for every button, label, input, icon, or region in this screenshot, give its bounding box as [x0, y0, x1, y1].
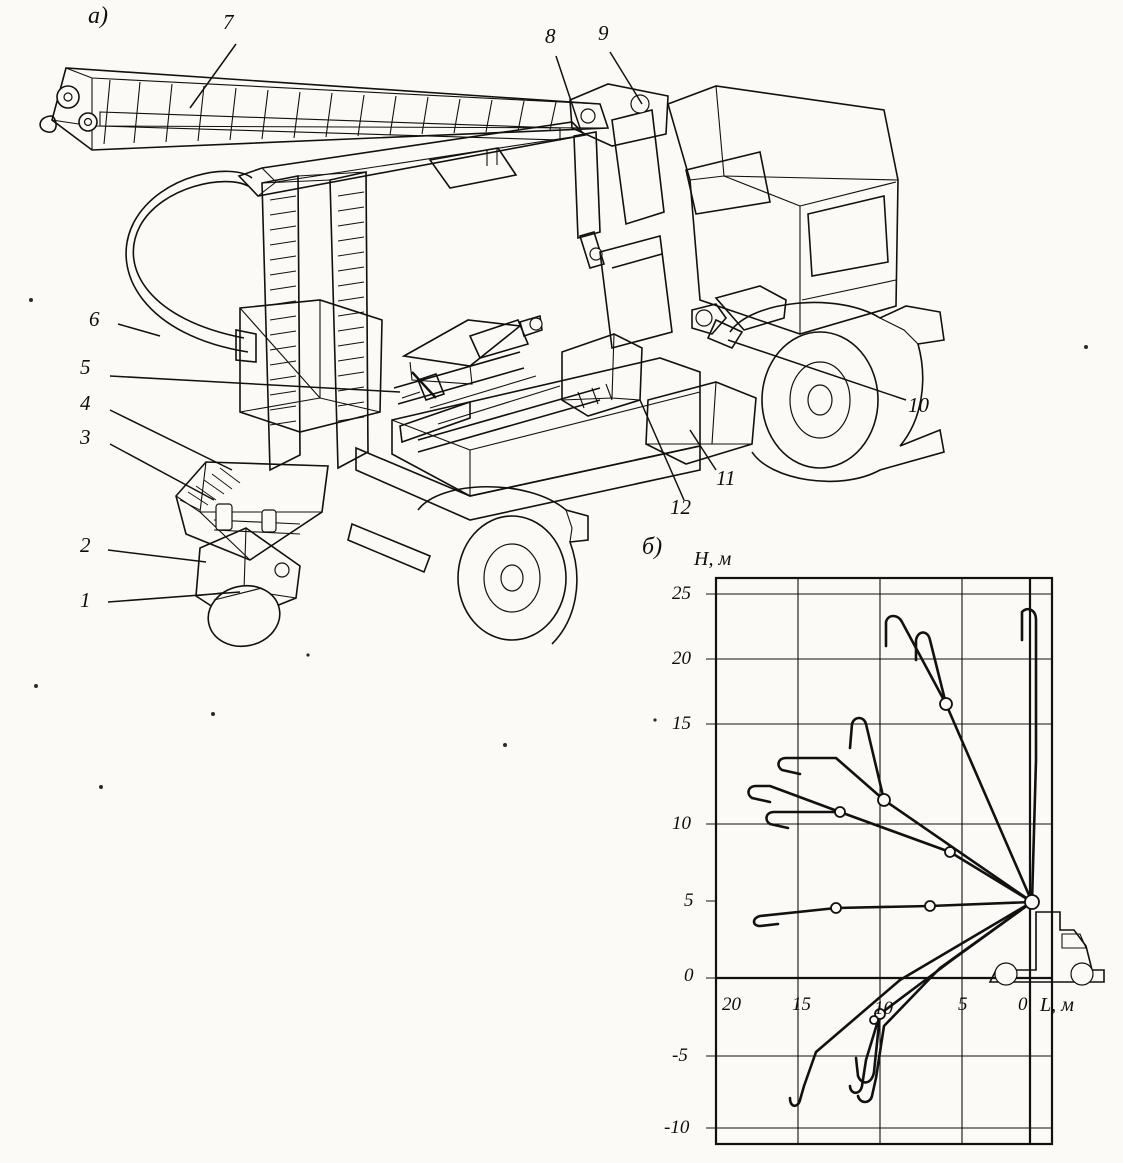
chart-xtick-0: 0	[1018, 994, 1028, 1015]
callout-1: 1	[80, 588, 91, 612]
chart-xlabel: L, м	[1040, 994, 1074, 1016]
chart-ytick-15: 15	[672, 713, 691, 734]
callout-10: 10	[908, 393, 929, 417]
chart-axis-ticks	[706, 594, 716, 1128]
callout-3: 3	[80, 425, 91, 449]
front-wheel	[203, 579, 286, 653]
chart-xtick-5: 5	[958, 994, 968, 1015]
rear-wheel	[730, 302, 944, 481]
cab-window-front	[808, 196, 888, 276]
work-basket	[176, 462, 328, 560]
callout-9: 9	[598, 21, 609, 45]
middle-wheel	[348, 487, 588, 644]
chart-ytick-m5: -5	[672, 1045, 688, 1066]
lower-boom	[239, 122, 585, 196]
cab-window-side	[686, 152, 770, 214]
chart-ytick-10: 10	[672, 813, 691, 834]
callout-4: 4	[80, 391, 91, 415]
chart-ytick-25: 25	[672, 583, 691, 604]
chassis-equipment	[562, 304, 756, 464]
boom-envelope-curves	[749, 609, 1036, 1106]
truck-cab	[668, 86, 898, 334]
chart-ytick-m10: -10	[664, 1117, 690, 1138]
callout-12: 12	[670, 495, 691, 519]
chart-gridlines-horizontal	[716, 594, 1052, 1128]
callout-6: 6	[89, 307, 100, 331]
panel-a-machine	[40, 44, 944, 653]
callout-7: 7	[223, 10, 234, 34]
chart-ytick-0: 0	[684, 965, 694, 986]
telescopic-boom	[40, 68, 608, 150]
panel-label-b: б)	[642, 534, 663, 560]
mast-box	[240, 300, 382, 432]
chart-truck-pictogram	[990, 912, 1104, 985]
chart-ylabel: H, м	[694, 548, 732, 570]
chart-xtick-15: 15	[792, 994, 811, 1015]
panel-b-chart	[706, 578, 1104, 1144]
control-box	[562, 334, 642, 416]
chart-xtick-20: 20	[722, 994, 741, 1015]
chart-gridlines-vertical	[716, 578, 1030, 1144]
hydraulic-cylinders	[394, 84, 672, 442]
chart-ytick-5: 5	[684, 890, 694, 911]
chart-xtick-10: 10	[874, 998, 893, 1019]
callout-8: 8	[545, 24, 556, 48]
hydraulic-hose	[133, 182, 248, 338]
callout-5: 5	[80, 355, 91, 379]
panel-label-a: а)	[88, 3, 108, 29]
callout-2: 2	[80, 533, 91, 557]
callout-11: 11	[716, 466, 736, 490]
chart-ytick-20: 20	[672, 648, 691, 669]
